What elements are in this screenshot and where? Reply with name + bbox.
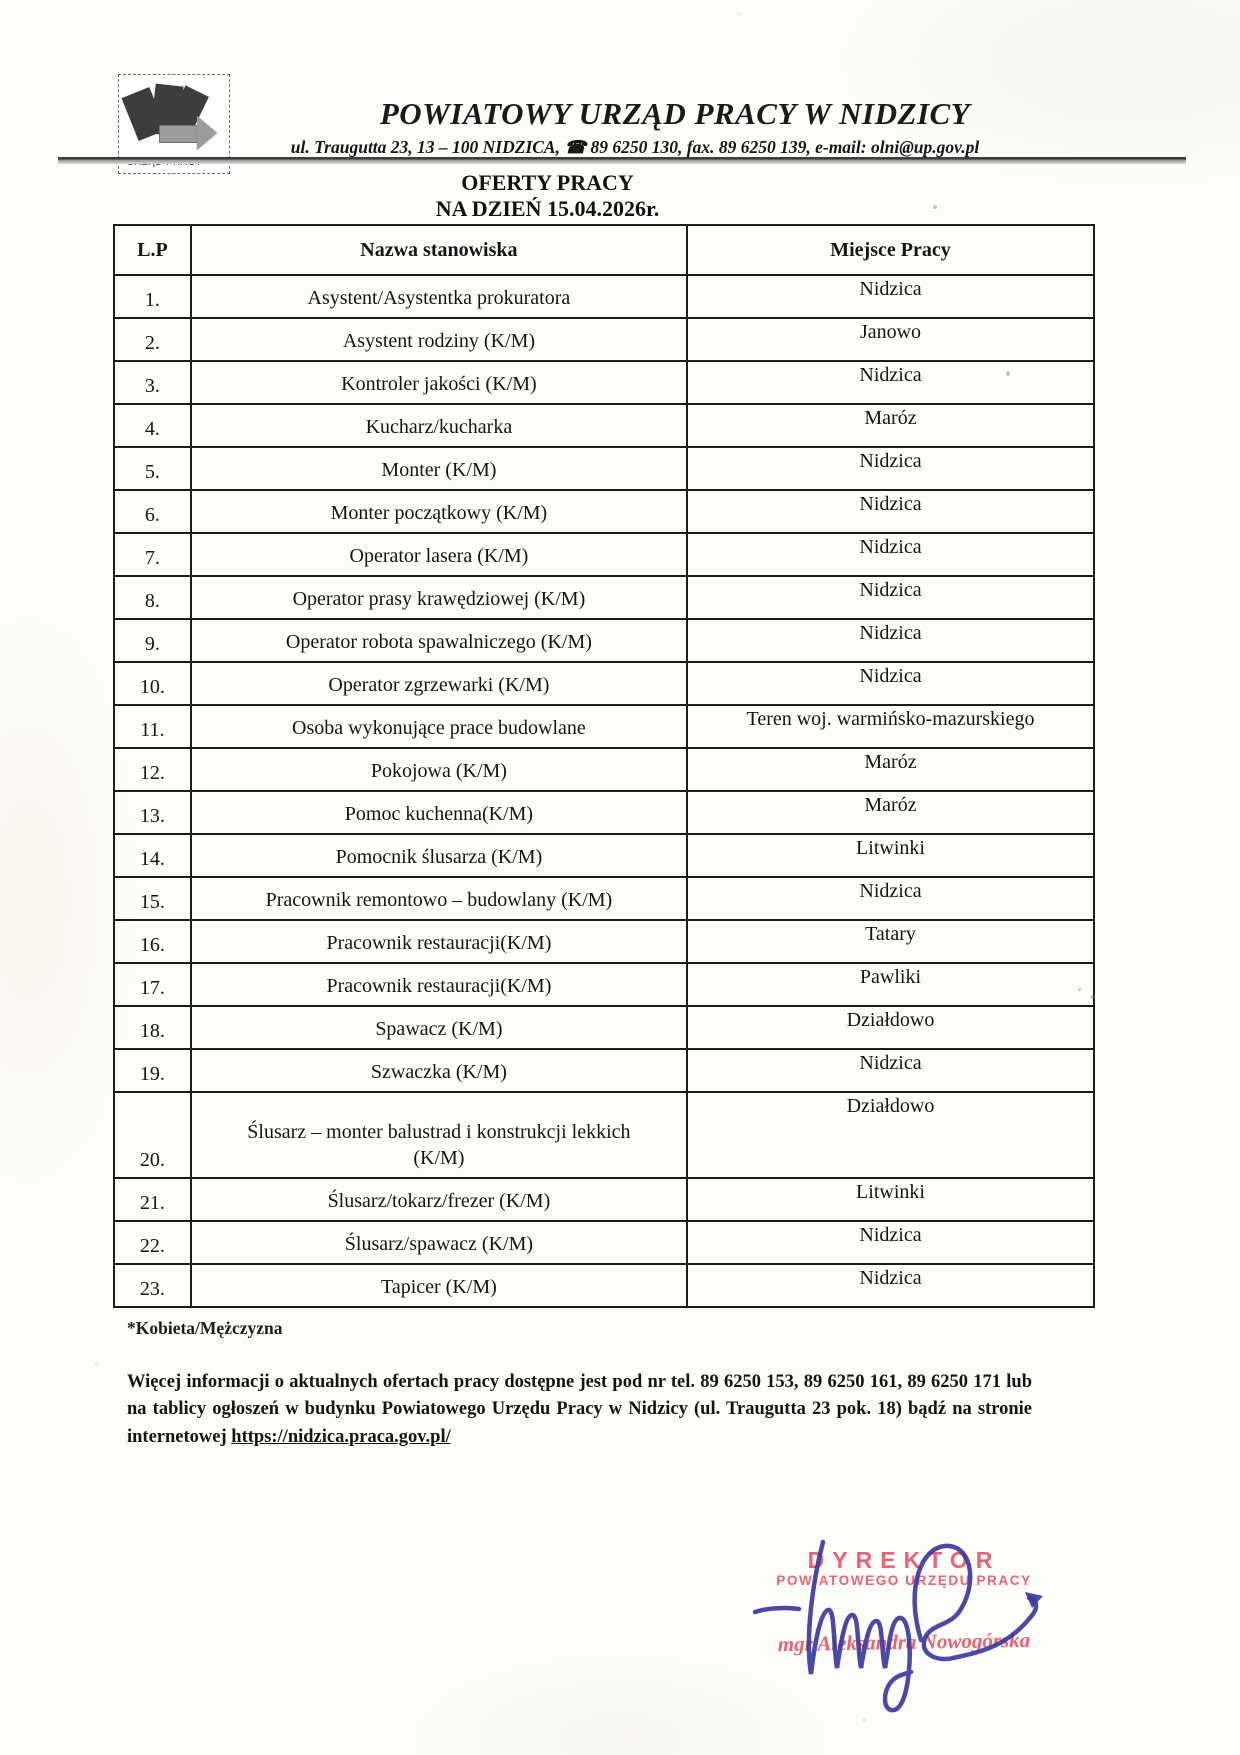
- job-title: Pracownik restauracji(K/M): [191, 920, 687, 963]
- job-location: Nidzica: [687, 1049, 1094, 1092]
- table-row: [114, 318, 1094, 361]
- column-header-position: Nazwa stanowiska: [191, 225, 687, 275]
- job-table-body: [114, 275, 1094, 1307]
- job-location: Litwinki: [687, 1178, 1094, 1221]
- row-number: 9.: [114, 619, 191, 662]
- scan-speck: [1078, 988, 1081, 991]
- scan-speck: [737, 12, 742, 16]
- job-location: Janowo: [687, 318, 1094, 361]
- column-header-lp: L.P: [114, 225, 191, 275]
- row-number: 4.: [114, 404, 191, 447]
- scan-speck: [95, 1362, 99, 1366]
- gender-footnote: *Kobieta/Mężczyzna: [127, 1318, 283, 1338]
- row-number: 10.: [114, 662, 191, 705]
- job-title: Ślusarz/tokarz/frezer (K/M): [191, 1178, 687, 1221]
- table-row: [114, 576, 1094, 619]
- table-row: [114, 748, 1094, 791]
- scan-speck: [1090, 995, 1095, 999]
- row-number: 11.: [114, 705, 191, 748]
- job-title: Pracownik restauracji(K/M): [191, 963, 687, 1006]
- row-number: 15.: [114, 877, 191, 920]
- job-title: Operator lasera (K/M): [191, 533, 687, 576]
- job-title: Osoba wykonujące prace budowlane: [191, 705, 687, 748]
- job-title: Pracownik remontowo – budowlany (K/M): [191, 877, 687, 920]
- job-location: Nidzica: [687, 490, 1094, 533]
- stamp-subtitle: POWIATOWEGO URZĘDU PRACY: [776, 1573, 1032, 1588]
- job-location: Nidzica: [687, 877, 1094, 920]
- header-divider: [58, 157, 1186, 164]
- job-title: Monter początkowy (K/M): [191, 490, 687, 533]
- job-location: Nidzica: [687, 662, 1094, 705]
- job-location: Pawliki: [687, 963, 1094, 1006]
- table-row: [114, 1006, 1094, 1049]
- job-location: Działdowo: [687, 1006, 1094, 1049]
- row-number: 3.: [114, 361, 191, 404]
- job-location: Maróz: [687, 748, 1094, 791]
- job-title: Kontroler jakości (K/M): [191, 361, 687, 404]
- job-title: Ślusarz/spawacz (K/M): [191, 1221, 687, 1264]
- job-location: Nidzica: [687, 275, 1094, 318]
- job-location: Działdowo: [687, 1092, 1094, 1178]
- table-row: [114, 662, 1094, 705]
- table-row: [114, 404, 1094, 447]
- row-number: 13.: [114, 791, 191, 834]
- row-number: 12.: [114, 748, 191, 791]
- table-row: [114, 877, 1094, 920]
- job-title: Pokojowa (K/M): [191, 748, 687, 791]
- table-row: [114, 275, 1094, 318]
- table-row: [114, 1049, 1094, 1092]
- scan-speck: [1006, 371, 1010, 376]
- scan-speck: [933, 205, 937, 209]
- letterhead: [150, 96, 1110, 158]
- row-number: 16.: [114, 920, 191, 963]
- stamp-title: DYREKTOR: [807, 1547, 1001, 1573]
- row-number: 5.: [114, 447, 191, 490]
- row-number: 14.: [114, 834, 191, 877]
- job-location: Nidzica: [687, 361, 1094, 404]
- job-location: Nidzica: [687, 619, 1094, 662]
- table-row: [114, 447, 1094, 490]
- table-row: [114, 963, 1094, 1006]
- table-row: [114, 490, 1094, 533]
- table-row: [114, 619, 1094, 662]
- table-row: [114, 705, 1094, 748]
- table-row: [114, 1092, 1094, 1178]
- page-title: [110, 170, 985, 222]
- job-location: Nidzica: [687, 533, 1094, 576]
- job-title: Asystent rodziny (K/M): [191, 318, 687, 361]
- table-row: [114, 791, 1094, 834]
- table-row: [114, 1178, 1094, 1221]
- row-number: 23.: [114, 1264, 191, 1307]
- job-location: Nidzica: [687, 1221, 1094, 1264]
- office-address: ul. Traugutta 23, 13 – 100 NIDZICA, ☎ 89 6250 130, fax. 89 6250 139, e-mail: olni@up.gov.pl: [290, 137, 980, 157]
- job-title: Monter (K/M): [191, 447, 687, 490]
- column-header-place: Miejsce Pracy: [687, 225, 1094, 275]
- job-title: Asystent/Asystentka prokuratora: [191, 275, 687, 318]
- page-title-line1: OFERTY PRACY: [461, 170, 634, 195]
- row-number: 22.: [114, 1221, 191, 1264]
- job-title: Ślusarz – monter balustrad i konstrukcji lekkich (K/M): [191, 1092, 687, 1178]
- row-number: 2.: [114, 318, 191, 361]
- table-row: [114, 920, 1094, 963]
- more-info-text: Więcej informacji o aktualnych ofertach pracy dostępne jest pod nr tel. 89 6250 153, 89 6250 161, 89 6250 171 lub na tablicy ogłoszeń w budynku Powiatowego Urzędu Pracy w Nidzicy (ul. Traugutta 23 pok. 18) bądź na stronie internetowej: [127, 1371, 1032, 1447]
- table-row: [114, 533, 1094, 576]
- row-number: 17.: [114, 963, 191, 1006]
- job-location: Maróz: [687, 404, 1094, 447]
- table-row: [114, 1264, 1094, 1307]
- handwritten-signature: [725, 1528, 1065, 1728]
- job-location: Teren woj. warmińsko-mazurskiego: [687, 705, 1094, 748]
- row-number: 19.: [114, 1049, 191, 1092]
- job-title: Tapicer (K/M): [191, 1264, 687, 1307]
- row-number: 21.: [114, 1178, 191, 1221]
- job-offers-table: [113, 224, 1095, 1308]
- page-title-line2: NA DZIEŃ 15.04.2026r.: [435, 196, 660, 221]
- table-header-row: [114, 225, 1094, 275]
- job-location: Nidzica: [687, 447, 1094, 490]
- job-location: Maróz: [687, 791, 1094, 834]
- job-title: Pomocnik ślusarza (K/M): [191, 834, 687, 877]
- row-number: 20.: [114, 1092, 191, 1178]
- row-number: 18.: [114, 1006, 191, 1049]
- job-title: Operator robota spawalniczego (K/M): [191, 619, 687, 662]
- job-title: Pomoc kuchenna(K/M): [191, 791, 687, 834]
- job-title: Kucharz/kucharka: [191, 404, 687, 447]
- job-title: Szwaczka (K/M): [191, 1049, 687, 1092]
- table-row: [114, 834, 1094, 877]
- more-info-paragraph: [127, 1369, 1032, 1452]
- row-number: 6.: [114, 490, 191, 533]
- stamp-signer-name: mgr Aleksandra Nowogórska: [777, 1627, 1031, 1657]
- table-row: [114, 1221, 1094, 1264]
- job-title: Spawacz (K/M): [191, 1006, 687, 1049]
- job-location: Litwinki: [687, 834, 1094, 877]
- table-row: [114, 361, 1094, 404]
- office-name: POWIATOWY URZĄD PRACY W NIDZICY: [379, 96, 971, 131]
- row-number: 1.: [114, 275, 191, 318]
- job-location: Nidzica: [687, 576, 1094, 619]
- job-location: Nidzica: [687, 1264, 1094, 1307]
- row-number: 7.: [114, 533, 191, 576]
- job-title: Operator prasy krawędziowej (K/M): [191, 576, 687, 619]
- job-location: Tatary: [687, 920, 1094, 963]
- office-website-link[interactable]: https://nidzica.praca.gov.pl/: [231, 1426, 451, 1447]
- row-number: 8.: [114, 576, 191, 619]
- job-title: Operator zgrzewarki (K/M): [191, 662, 687, 705]
